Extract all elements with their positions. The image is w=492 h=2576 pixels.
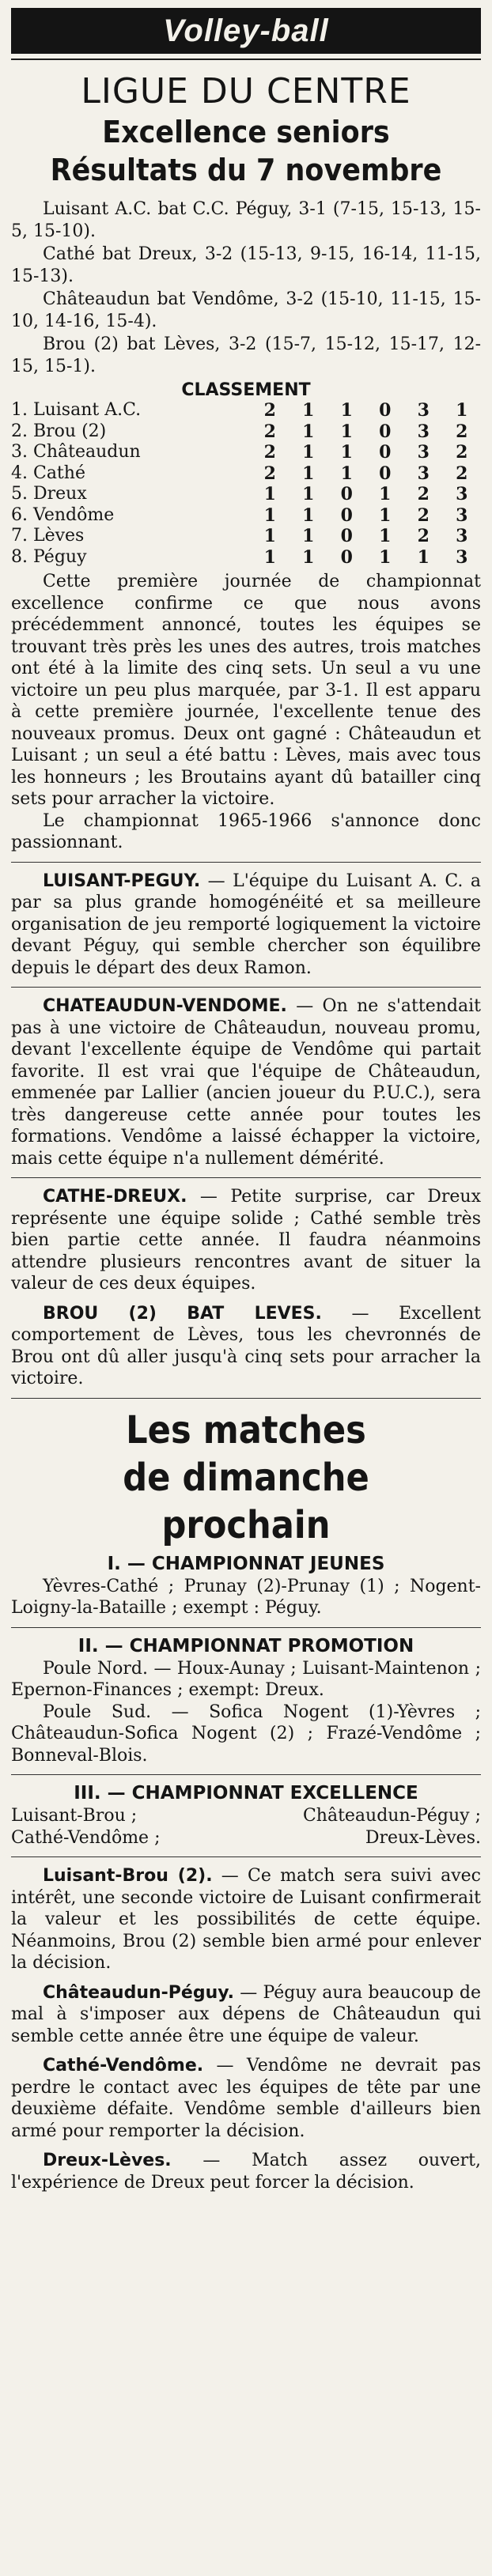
divider: [11, 862, 481, 863]
preview-text: — Péguy aura beaucoup de mal à s'imposer aux dépens de Châteaudun qui semble cette année être une équipe de valeur.: [11, 1982, 481, 2046]
standings-value: 1: [302, 442, 315, 463]
standings-value: 2: [417, 484, 430, 504]
section-header: [11, 8, 481, 54]
standings-table: [11, 400, 481, 568]
standings-value: 0: [379, 463, 392, 484]
commentary-text: — Petite surprise, car Dreux représente une équipe solide ; Cathé semble très bien partie cette année. Il faudra néanmoins attendre plusieurs rencontres avant de situer la valeur de ces deux équipes.: [11, 1187, 481, 1294]
standings-value: 2: [456, 442, 468, 463]
standings-value: 1: [263, 546, 276, 568]
divider: [11, 987, 481, 988]
promotion-nord: Poule Nord. — Houx-Aunay ; Luisant-Maintenon ; Epernon-Finances ; exempt: Dreux.: [11, 1658, 481, 1700]
result-line: Brou (2) bat Lèves, 3-2 (15-7, 15-12, 15-17, 12-15, 15-1).: [11, 334, 481, 376]
standings-row: [11, 505, 481, 527]
promotion-sud: Poule Sud. — Sofica Nogent (1)-Yèvres ; Châteaudun-Sofica Nogent (2) ; Frazé-Vendôme ; Bonneval-Blois.: [11, 1702, 481, 1766]
preview-lead: Dreux-Lèves.: [43, 2151, 172, 2170]
standings-value: 1: [340, 400, 353, 421]
promotion-heading: II. — CHAMPIONNAT PROMOTION: [78, 1635, 414, 1656]
preview-lead: Cathé-Vendôme.: [43, 2056, 204, 2076]
standings-row: [11, 442, 481, 463]
standings-team: 1. Luisant A.C.: [11, 400, 142, 420]
standings-value: 1: [302, 526, 315, 546]
commentary-lead: LUISANT-PEGUY.: [43, 871, 201, 891]
standings-value: 1: [379, 504, 392, 526]
standings-value: 2: [456, 421, 468, 442]
standings-value: 1: [340, 463, 353, 484]
fixture: Luisant-Brou ;: [11, 1806, 138, 1826]
section-title: Volley-ball: [163, 13, 329, 48]
standings-value: 1: [302, 546, 315, 568]
commentary-lead: BROU (2) BAT LEVES.: [43, 1303, 322, 1324]
fixture-row: [11, 1805, 481, 1827]
fixture: Cathé-Vendôme ;: [11, 1827, 161, 1848]
standings-row: [11, 484, 481, 505]
standings-value: 1: [379, 484, 392, 504]
standings-value: 1: [302, 463, 315, 484]
standings-team: 2. Brou (2): [11, 421, 107, 441]
preview-cathe-vendome: [11, 2055, 481, 2142]
standings-value: 0: [379, 400, 392, 421]
divider: [11, 59, 481, 60]
standings-value: 2: [417, 504, 430, 526]
commentary-luisant-peguy: [11, 871, 481, 980]
standings-value: 2: [456, 463, 468, 484]
standings-row: [11, 463, 481, 485]
standings-value: 1: [263, 484, 276, 504]
standings-value: 3: [417, 421, 430, 442]
commentary-lead: CHATEAUDUN-VENDOME.: [43, 996, 287, 1016]
division-title: Excellence seniors: [102, 115, 390, 149]
result-line: Châteaudun bat Vendôme, 3-2 (15-10, 11-15, 15-10, 14-16, 15-4).: [11, 289, 481, 331]
standings-value: 3: [456, 546, 468, 568]
standings-team: 8. Péguy: [11, 546, 87, 567]
commentary-text: — L'équipe du Luisant A. C. a par sa plus grande homogénéité et sa meilleure organisation de jeu remporté logiquement la victoire devant Péguy, qui semble chercher son équilibre depuis le départ des deux Ramon.: [11, 871, 481, 978]
standings-team: 5. Dreux: [11, 484, 87, 504]
standings-value: 3: [456, 504, 468, 526]
divider: [11, 1398, 481, 1399]
jeunes-heading: I. — CHAMPIONNAT JEUNES: [107, 1553, 385, 1574]
jeunes-fixtures: Yèvres-Cathé ; Prunay (2)-Prunay (1) ; Nogent-Loigny-la-Bataille ; exempt : Péguy.: [11, 1576, 481, 1618]
preview-text: — Match assez ouvert, l'expérience de Dreux peut forcer la décision.: [11, 2151, 481, 2193]
newspaper-page: [0, 8, 492, 2576]
divider: [11, 1627, 481, 1628]
standings-team: 3. Châteaudun: [11, 442, 141, 462]
preview-chateaudun-peguy: [11, 1982, 481, 2048]
standings-value: 2: [263, 463, 276, 484]
preview-lead: Luisant-Brou (2).: [43, 1866, 213, 1886]
commentary-cathe-dreux: [11, 1186, 481, 1295]
standings-value: 0: [340, 546, 353, 568]
standings-value: 2: [263, 442, 276, 463]
standings-value: 1: [340, 442, 353, 463]
preview-lead: Châteaudun-Péguy.: [43, 1982, 234, 2003]
standings-value: 1: [379, 526, 392, 546]
intro-paragraph: Le championnat 1965-1966 s'annonce donc passionnant.: [11, 810, 481, 852]
result-line: Cathé bat Dreux, 3-2 (15-13, 9-15, 16-14, 11-15, 15-13).: [11, 244, 481, 286]
upcoming-title-line1: Les matches: [126, 1407, 366, 1452]
preview-text: — Ce match sera suivi avec intérêt, une seconde victoire de Luisant confirmerait la valeur et les possibilités de cette équipe. Néanmoins, Brou (2) semble bien armé pour enlever la décision.: [11, 1866, 481, 1973]
excellence-heading: III. — CHAMPIONNAT EXCELLENCE: [74, 1783, 418, 1804]
commentary-lead: CATHE-DREUX.: [43, 1187, 187, 1207]
commentary-chateaudun-vendome: [11, 995, 481, 1169]
standings-value: 3: [417, 463, 430, 484]
standings-value: 1: [340, 421, 353, 442]
result-line: Luisant A.C. bat C.C. Péguy, 3-1 (7-15, 15-13, 15-5, 15-10).: [11, 199, 481, 241]
standings-team: 4. Cathé: [11, 463, 85, 483]
standings-row: [11, 526, 481, 547]
standings-value: 0: [340, 504, 353, 526]
standings-value: 1: [417, 546, 430, 568]
standings-value: 0: [379, 421, 392, 442]
standings-value: 3: [456, 526, 468, 546]
fixture: Dreux-Lèves.: [365, 1827, 481, 1848]
results-list: [11, 198, 481, 377]
standings-row: [11, 400, 481, 421]
standings-value: 2: [263, 400, 276, 421]
standings-value: 1: [263, 526, 276, 546]
standings-value: 1: [379, 546, 392, 568]
fixture-row: [11, 1827, 481, 1849]
standings-value: 1: [302, 421, 315, 442]
standings-title: CLASSEMENT: [181, 380, 311, 400]
divider: [11, 1177, 481, 1178]
league-title: LIGUE DU CENTRE: [81, 71, 411, 111]
preview-text: — Vendôme ne devrait pas perdre le contact avec les équipes de tête par une deuxième défaite. Vendôme semble d'ailleurs bien armé pour remporter la décision.: [11, 2056, 481, 2141]
standings-value: 0: [340, 526, 353, 546]
standings-value: 1: [302, 400, 315, 421]
standings-team: 7. Lèves: [11, 526, 85, 546]
commentary-brou-leves: [11, 1303, 481, 1390]
standings-value: 3: [456, 484, 468, 504]
intro-paragraph: Cette première journée de championnat excellence confirme ce que nous avons précédemment annoncé, toutes les équipes se trouvant très près les unes des autres, trois matches ont été à la limite des cinq sets. Un seul a vu une victoire un peu plus marquée, par 3-1. Il est apparu à cette première journée, l'excellente tenue des nouveaux promus. Deux ont gagné : Châteaudun et Luisant ; un seul a été battu : Lèves, mais avec tous les honneurs ; les Broutains ayant dû batailler cinq sets pour arracher la victoire.: [11, 572, 481, 809]
preview-luisant-brou: [11, 1865, 481, 1974]
standings-value: 1: [263, 504, 276, 526]
standings-value: 2: [263, 421, 276, 442]
standings-row: [11, 421, 481, 443]
standings-value: 0: [340, 484, 353, 504]
standings-value: 0: [379, 442, 392, 463]
standings-value: 3: [417, 400, 430, 421]
standings-value: 1: [456, 400, 468, 421]
standings-value: 2: [417, 526, 430, 546]
divider: [11, 1856, 481, 1857]
standings-row: [11, 547, 481, 568]
upcoming-title-line2: de dimanche prochain: [123, 1455, 369, 1547]
standings-value: 3: [417, 442, 430, 463]
standings-value: 1: [302, 504, 315, 526]
preview-dreux-leves: [11, 2150, 481, 2193]
excellence-fixtures: [11, 1805, 481, 1849]
commentary-text: — On ne s'attendait pas à une victoire de Châteaudun, nouveau promu, devant l'excellente équipe de Vendôme qui partait favorite. Il est vrai que l'équipe de Châteaudun, emmenée par Lallier (ancien joueur du P.U.C.), sera très dangereuse cette année pour toutes les formations. Vendôme a laissé échapper la victoire, mais cette équipe n'a nullement démérité.: [11, 996, 481, 1169]
standings-team: 6. Vendôme: [11, 504, 115, 525]
results-title: Résultats du 7 novembre: [50, 153, 442, 187]
standings-value: 1: [302, 484, 315, 504]
fixture: Châteaudun-Péguy ;: [302, 1806, 481, 1826]
divider: [11, 1774, 481, 1775]
commentary-text: — Excellent comportement de Lèves, tous les chevronnés de Brou ont dû aller jusqu'à cinq sets pour arracher la victoire.: [11, 1303, 481, 1388]
